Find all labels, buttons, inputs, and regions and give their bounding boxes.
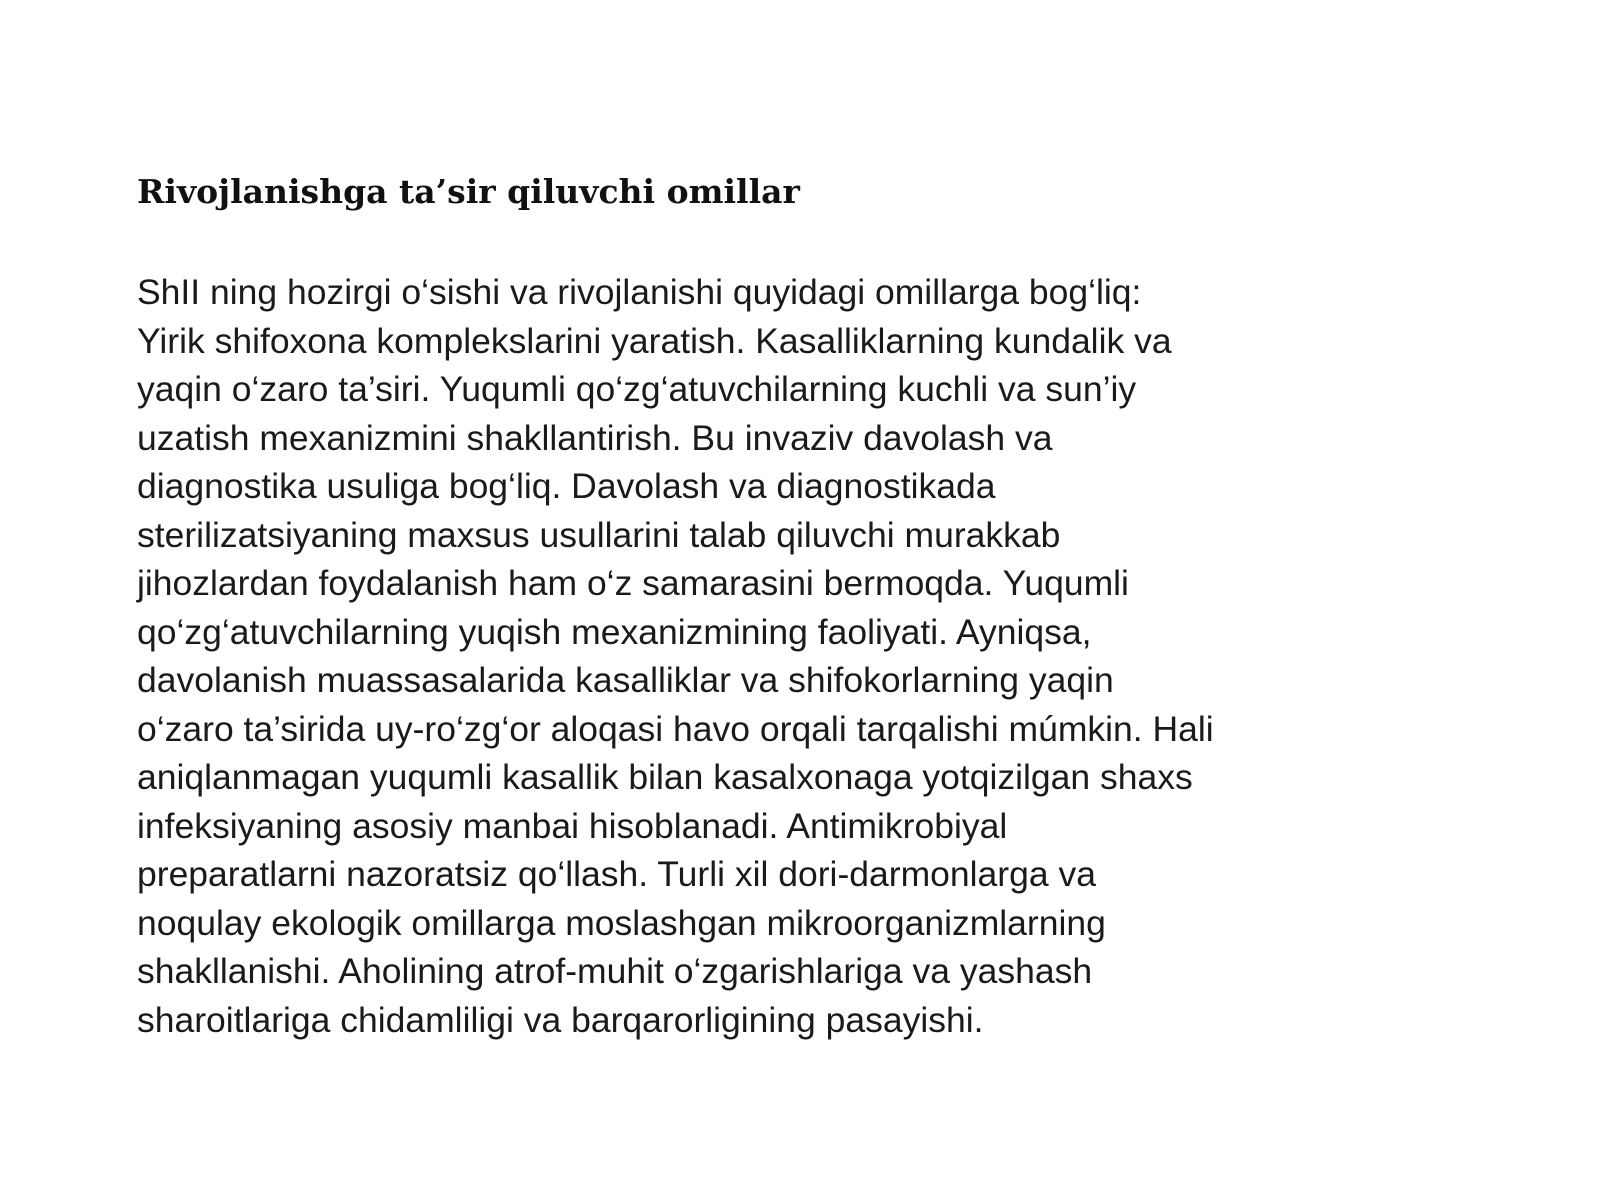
paragraph-line: davolanish muassasalarida kasalliklar va shifokorlarning yaqin <box>137 660 1114 700</box>
paragraph-line: uzatish mexanizmini shakllantirish. Bu invaziv davolash va <box>137 417 1053 458</box>
paragraph-line: sharoitlariga chidamliligi va barqarorligining pasayishi. <box>137 999 984 1040</box>
paragraph-line: o‘zaro ta’sirida uy-ro‘zg‘or aloqasi havo orqali tarqalishi múmkin. Hali <box>137 708 1214 749</box>
paragraph-line: ShII ning hozirgi o‘sishi va rivojlanishi quyidagi omillarga bog‘liq: <box>137 272 1142 312</box>
paragraph-line: shakllanishi. Aholining atrof-muhit o‘zgarishlariga va yashash <box>137 951 1093 991</box>
paragraph-line: Yirik shifoxona komplekslarini yaratish. Kasalliklarning kundalik va <box>137 320 1172 361</box>
paragraph-line: jihozlardan foydalanish ham o‘z samarasini bermoqda. Yuqumli <box>137 563 1129 603</box>
paragraph-line: yaqin o‘zaro ta’siri. Yuqumli qo‘zg‘atuvchilarning kuchli va sun’iy <box>137 369 1137 409</box>
paragraph-line: noqulay ekologik omillarga moslashgan mikroorganizmlarning <box>137 902 1106 943</box>
paragraph-line: diagnostika usuliga bog‘liq. Davolash va diagnostikada <box>137 466 996 506</box>
paragraph-line: infeksiyaning asosiy manbai hisoblanadi. Antimikrobiyal <box>137 805 1008 846</box>
paragraph-line: preparatlarni nazoratsiz qo‘llash. Turli xil dori-darmonlarga va <box>137 854 1096 894</box>
paragraph-line: sterilizatsiyaning maxsus usullarini talab qiluvchi murakkab <box>137 514 1061 555</box>
section-heading: Rivojlanishga ta’sir qiluvchi omillar <box>137 172 800 211</box>
paragraph-line: qo‘zg‘atuvchilarning yuqish mexanizmining faoliyati. Ayniqsa, <box>137 611 1092 652</box>
body-paragraph <box>137 268 1557 1044</box>
paragraph-line: aniqlanmagan yuqumli kasallik bilan kasalxonaga yotqizilgan shaxs <box>137 757 1193 797</box>
